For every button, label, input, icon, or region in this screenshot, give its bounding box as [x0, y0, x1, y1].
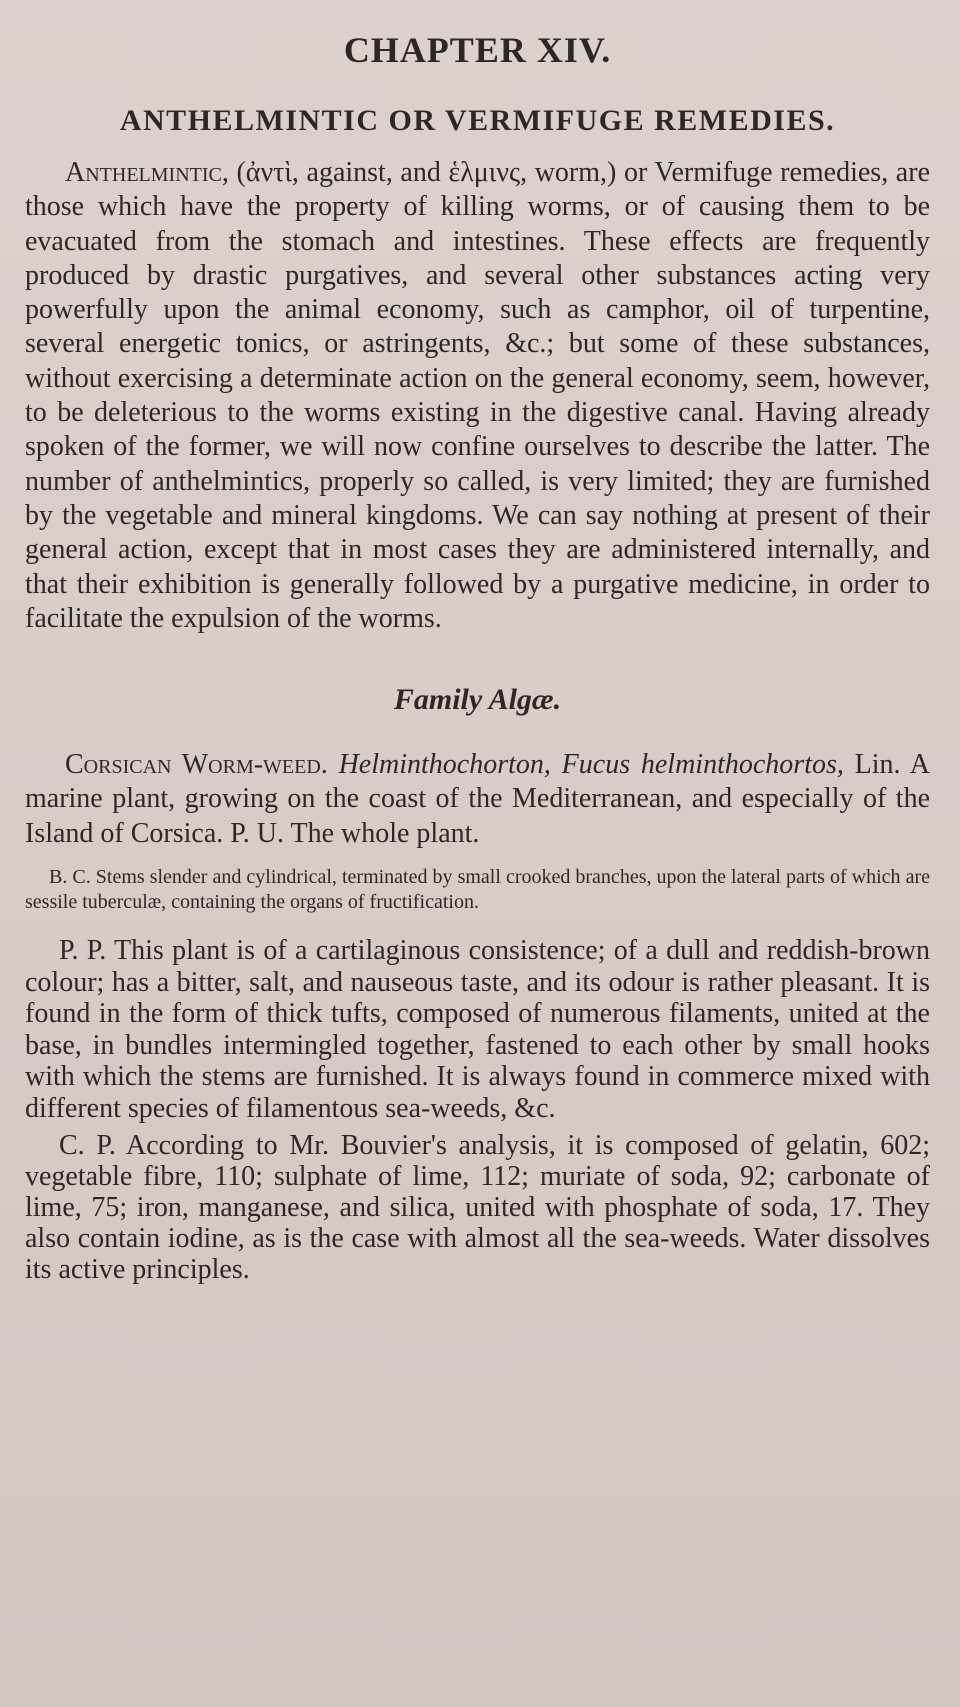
entry-paragraph: [25, 748, 930, 851]
entry-name: Corsican Worm-weed.: [65, 749, 328, 781]
physical-properties: P. P. This plant is of a cartilaginous consistence; of a dull and reddish-brown colour; has a bitter, salt, and nauseous taste, and its odour is rather pleasant. It is found in the form of thick tufts, composed of numerous filaments, united at the base, in bundles intermingled together, fastened to each other by small hooks with which the stems are furnished. It is always found in commerce mixed with different species of filamentous sea-weeds, &c.: [25, 935, 930, 1124]
intro-lead-term: Anthelmintic,: [65, 157, 229, 188]
chemical-properties: C. P. According to Mr. Bouvier's analysis, it is composed of gelatin, 602; vegetable fibre, 110; sulphate of lime, 112; muriate of soda, 92; carbonate of lime, 75; iron, manganese, and silica, united with phosphate of soda, 17. They also contain iodine, as is the case with almost all the sea-weeds. Water dissolves its active principles.: [25, 1130, 930, 1286]
chapter-title: ANTHELMINTIC OR VERMIFUGE REMEDIES.: [119, 104, 836, 137]
entry-latin-name: Helminthochorton, Fucus helminthochortos,: [327, 749, 844, 781]
botanical-characters: B. C. Stems slender and cylindrical, terminated by small crooked branches, upon the lateral parts of which are sessile tuberculæ, containing the organs of fructification.: [25, 866, 930, 914]
intro-paragraph: [25, 156, 930, 636]
entry-text: Lin. A marine plant, growing on the coast of the Mediterranean, and especially of the Island of Corsica. P. U. The whole plant.: [25, 749, 930, 849]
family-heading: Family Algæ.: [393, 683, 562, 717]
chapter-heading: CHAPTER XIV.: [343, 30, 612, 70]
intro-text: (ἀντὶ, against, and ἑλμινς, worm,) or Vermifuge remedies, are those which have the property of killing worms, or of causing them to be evacuated from the stomach and intestines. These effects are frequently produced by drastic purgatives, and several other substances acting very powerfully upon the animal economy, such as camphor, oil of turpentine, several energetic tonics, or astringents, &c.; but some of these substances, without exercising a determinate action on the general economy, seem, however, to be deleterious to the worms existing in the digestive canal. Having already spoken of the former, we will now confine ourselves to describe the latter. The number of anthelmintics, properly so called, is very limited; they are furnished by the vegetable and mineral kingdoms. We can say nothing at present of their general action, except that in most cases they are administered internally, and that their exhibition is generally followed by a purgative medicine, in order to facilitate the expulsion of the worms.: [25, 157, 930, 634]
